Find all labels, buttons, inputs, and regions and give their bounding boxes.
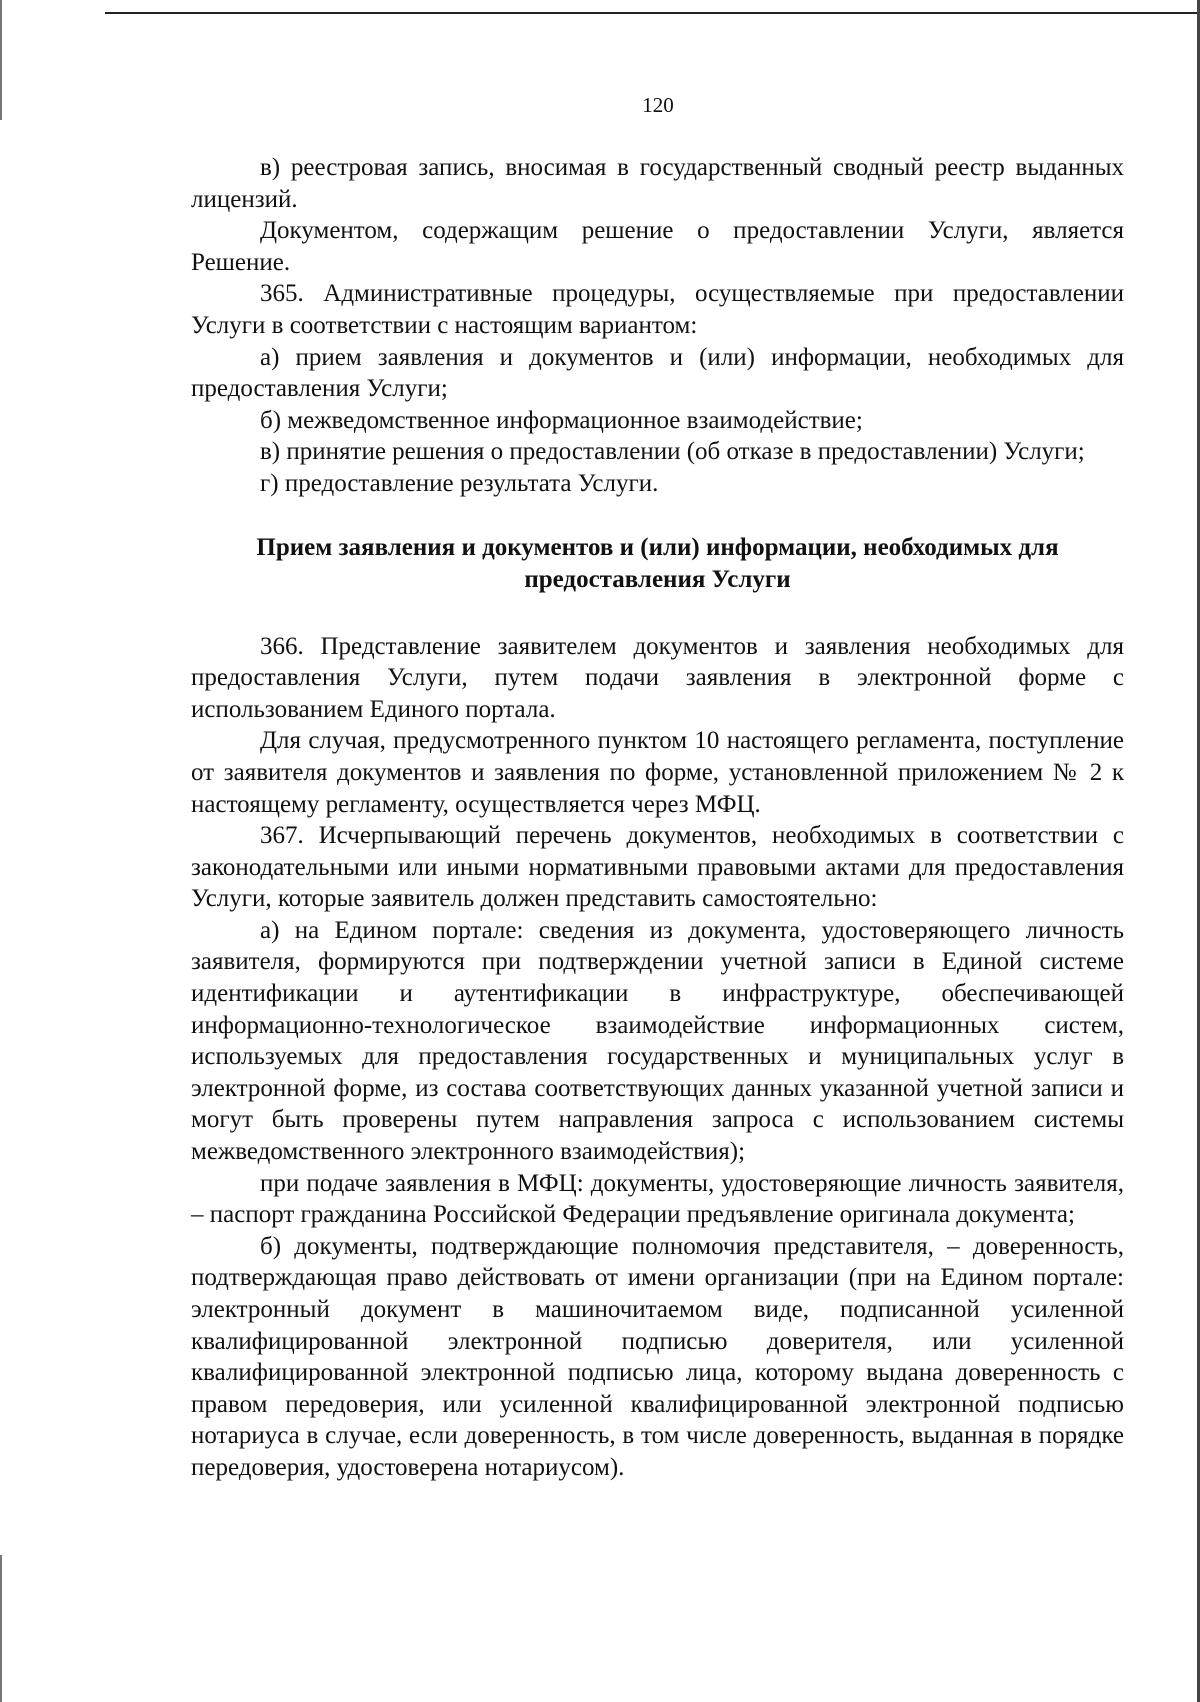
section-heading: Прием заявления и документов и (или) информации, необходимых для предоставления Услуги <box>256 533 1059 593</box>
paragraph: Документом, содержащим решение о предоставлении Услуги, является Решение. <box>191 217 1124 276</box>
list-item: а) на Едином портале: сведения из документа, удостоверяющего личность заявителя, формируются при подтверждении учетной записи в Единой системе идентификации и аутентификации в инфраструктуре, обеспечивающей информационно-технологическое взаимодействие информационных систем, используемых для предоставления государственных и муниципальных услуг в электронной форме, из состава соответствующих данных указанной учетной записи и могут быть проверены путем направления запроса с использованием системы межведомственного электронного взаимодействия); <box>191 916 1124 1166</box>
paragraph: 366. Представление заявителем документов и заявления необходимых для предоставления Услуги, путем подачи заявления в электронной форме с использованием Единого портала. <box>191 632 1124 723</box>
page-number: 120 <box>642 93 674 117</box>
list-item: а) прием заявления и документов и (или) информации, необходимых для предоставления Услуги; <box>191 343 1124 403</box>
scan-left-edge-mark <box>0 1555 2 1702</box>
paragraph: при подаче заявления в МФЦ: документы, удостоверяющие личность заявителя, – паспорт гражданина Российской Федерации предъявление оригинала документа; <box>191 1169 1124 1229</box>
list-item: б) документы, подтверждающие полномочия представителя, – доверенность, подтверждающая право действовать от имени организации (при на Едином портале: электронный документ в машиночитаемом виде, подписанной усиленной квалифицированной электронной подписью доверителя, или усиленной квалифицированной электронной подписью лица, которому выдана доверенность с правом передоверия, или усиленной квалифицированной электронной подписью нотариуса в случае, если доверенность, в том числе доверенность, выданная в порядке передоверия, удостоверена нотариусом). <box>191 1232 1124 1481</box>
paragraph: 367. Исчерпывающий перечень документов, необходимых в соответствии с законодательными или иными нормативными правовыми актами для предоставления Услуги, которые заявитель должен представить самостоятельно: <box>191 822 1124 913</box>
scan-top-edge <box>105 0 1200 14</box>
list-item: б) межведомственное информационное взаимодействие; <box>260 406 863 434</box>
document-body <box>191 152 1124 1484</box>
paragraph: в) реестровая запись, вносимая в государственный сводный реестр выданных лицензий. <box>191 154 1124 213</box>
paragraph: 365. Административные процедуры, осуществляемые при предоставлении Услуги в соответствии с настоящим вариантом: <box>191 280 1124 339</box>
paragraph: Для случая, предусмотренного пунктом 10 настоящего регламента, поступление от заявителя документов и заявления по форме, установленной приложением № 2 к настоящему регламенту, осуществляется через МФЦ. <box>191 727 1124 818</box>
list-item: в) принятие решения о предоставлении (об отказе в предоставлении) Услуги; <box>260 438 1085 466</box>
list-item: г) предоставление результата Услуги. <box>260 469 659 497</box>
